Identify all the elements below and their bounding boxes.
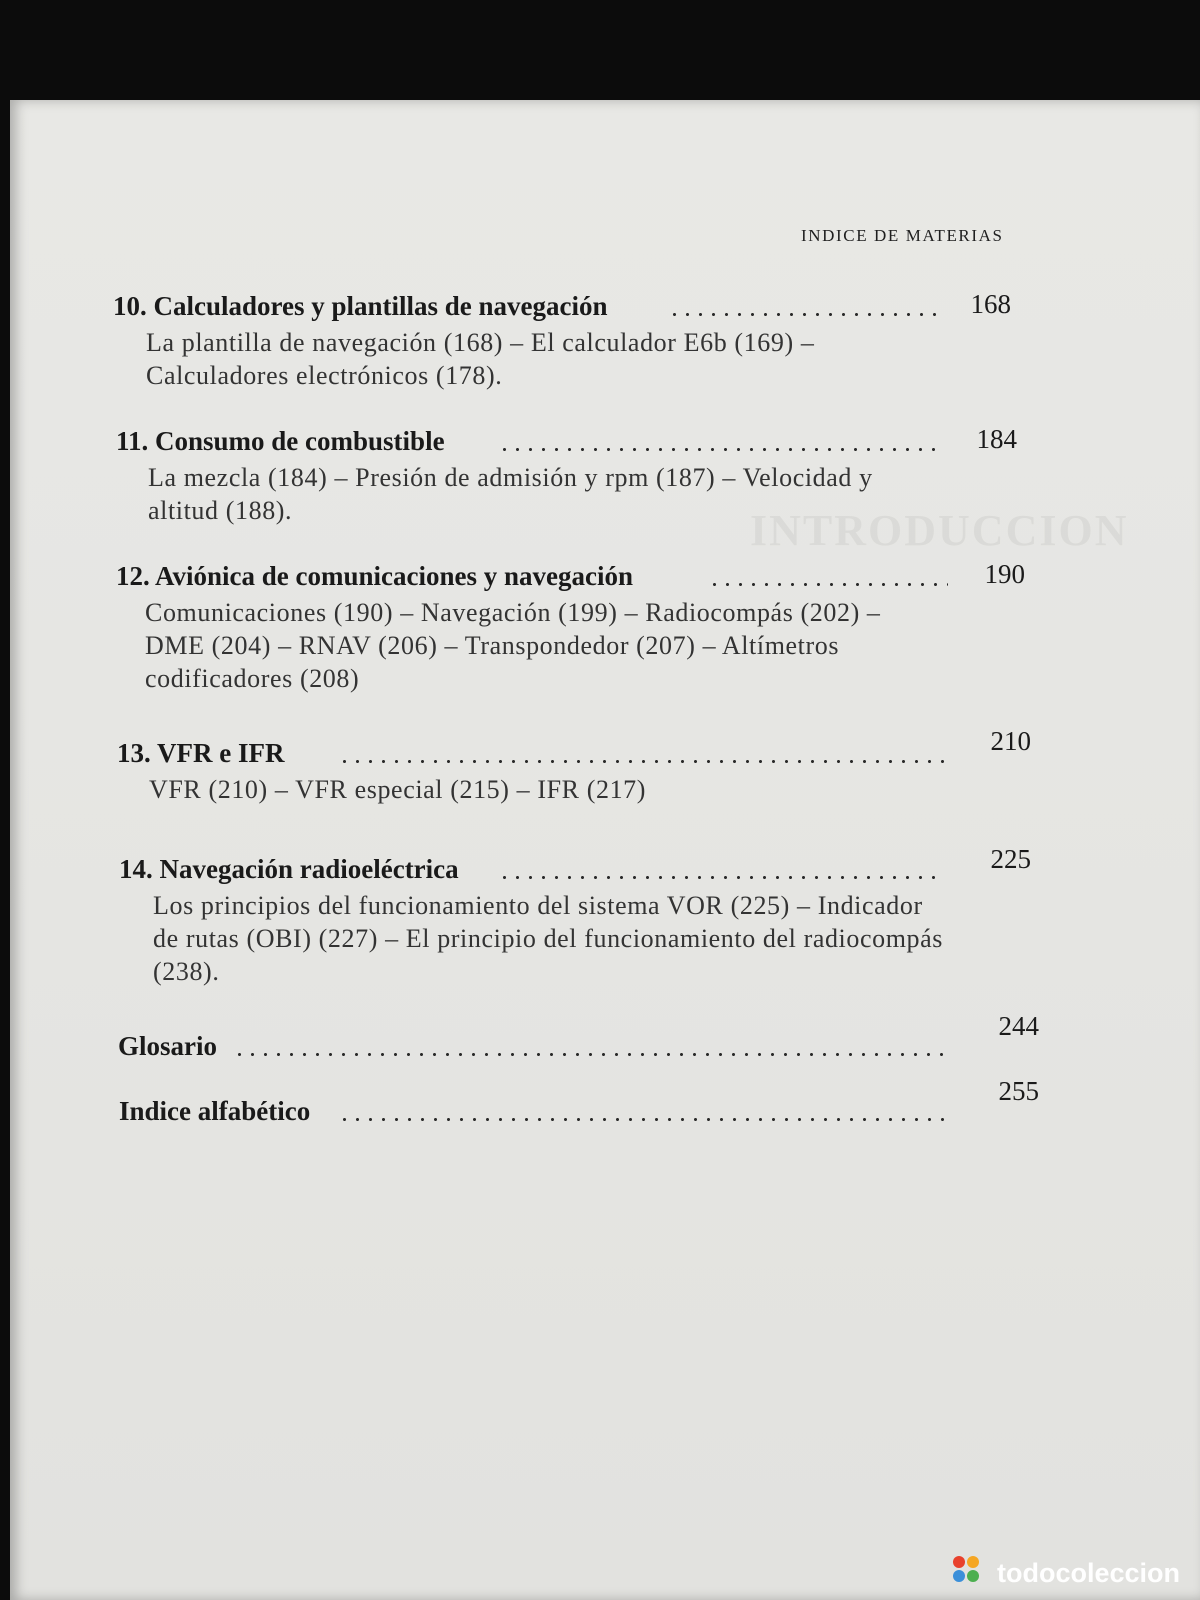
entry-heading (113, 1010, 1043, 1062)
dot-leader (498, 876, 943, 879)
running-head: INDICE DE MATERIAS (801, 226, 1004, 245)
entry-page: 190 (984, 559, 1025, 589)
entry-title: 11. Consumo de combustible (116, 426, 445, 456)
entry-title: Indice alfabético (119, 1096, 311, 1126)
entry-page: 184 (976, 424, 1017, 454)
toc-entry (113, 552, 1043, 695)
watermark (953, 1556, 1180, 1590)
entry-description: La plantilla de navegación (168) – El calculador E6b (169) – Calculadores electrónicos (178). (146, 328, 815, 390)
entry-page: 225 (990, 844, 1031, 874)
entry-heading (113, 417, 1043, 457)
toc-entry (113, 282, 1043, 392)
entry-page: 168 (970, 289, 1011, 319)
entry-description: Comunicaciones (190) – Navegación (199) – Radiocompás (202) – DME (204) – RNAV (206) – Transpondedor (207) – Altímetros codificadores (208) (145, 598, 881, 693)
entry-title: 12. Aviónica de comunicaciones y navegación (116, 561, 633, 591)
entry-page: 210 (990, 726, 1031, 756)
entry-page: 255 (998, 1076, 1039, 1106)
entry-title: 13. VFR e IFR (117, 738, 285, 768)
toc-entry (113, 1075, 1043, 1127)
entry-description: VFR (210) – VFR especial (215) – IFR (217) (149, 775, 647, 804)
toc-entry (113, 417, 1043, 527)
entry-page: 244 (998, 1011, 1039, 1041)
entry-heading (113, 552, 1043, 592)
bleed-through-text: INTRODUCCION (750, 506, 1129, 555)
entry-description: Los principios del funcionamiento del sistema VOR (225) – Indicador de rutas (OBI) (227) – El principio del funcionamiento del radiocompás (238). (153, 891, 944, 986)
entry-heading (113, 845, 1043, 885)
dot-leader (498, 448, 943, 451)
dot-leader (233, 1053, 948, 1056)
entry-title: Glosario (118, 1031, 217, 1061)
entry-heading (113, 282, 1043, 322)
toc-entry (113, 845, 1043, 988)
watermark-logo-icon (953, 1556, 987, 1590)
entry-heading (113, 1075, 1043, 1127)
toc-entry (113, 1010, 1043, 1062)
entry-title: 14. Navegación radioeléctrica (119, 854, 459, 884)
toc-entry (113, 725, 1043, 806)
dot-leader (338, 1118, 948, 1121)
dot-leader (338, 760, 953, 763)
book-page (10, 100, 1200, 1600)
dot-leader (668, 313, 938, 316)
entry-heading (113, 725, 1043, 769)
watermark-text: todocoleccion (996, 1557, 1180, 1588)
dot-leader (708, 583, 948, 586)
entry-description: La mezcla (184) – Presión de admisión y rpm (187) – Velocidad y altitud (188). (148, 463, 873, 525)
entry-title: 10. Calculadores y plantillas de navegación (113, 291, 608, 321)
